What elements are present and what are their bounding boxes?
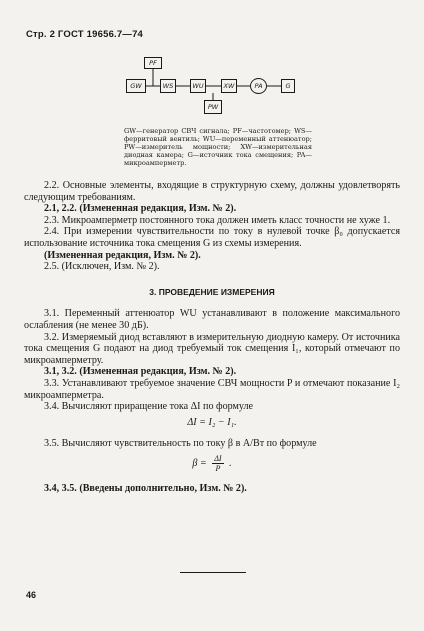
block-g: G <box>281 79 295 93</box>
paragraph-3-1: 3.1. Переменный аттенюатор WU устанавливают в положение максимального ослабления (не менее 30 дБ). <box>24 308 400 331</box>
amendment-note-3-1: 3.1, 3.2. (Измененная редакция, Изм. № 2). <box>44 366 237 378</box>
amendment-note-2-1: 2.1, 2.2. (Измененная редакция, Изм. № 2). <box>44 203 237 215</box>
page-header: Стр. 2 ГОСТ 19656.7—74 <box>26 29 144 40</box>
block-ws: WS <box>160 79 176 93</box>
block-gw: GW <box>126 79 146 93</box>
block-xw: XW <box>221 79 237 93</box>
paragraph-2-2: 2.2. Основные элементы, входящие в структурную схему, должны удовлетворять следующим требованиям. <box>24 180 400 203</box>
paragraph-3-3: 3.3. Устанавливают требуемое значение СВЧ мощности P и отмечают показание I₂ микроамперметра. <box>24 377 400 401</box>
section-title: 3. ПРОВЕДЕНИЕ ИЗМЕРЕНИЯ <box>149 286 275 297</box>
diagram-caption: GW—генератор СВЧ сигнала; PF—частотомер; WS—ферритовый вентиль; WU—переменный аттенюатор; PW—измеритель мощности; XW—измерительная диодная камера; G—источник тока смещения; PA—микроамперметр. <box>124 127 312 167</box>
paragraph-3-2: 3.2. Измеряемый диод вставляют в измерительную диодную камеру. От источника тока смещения G подают на диод требуемый ток смещения I₁, который отмечают по микроамперметру. <box>24 331 400 366</box>
formula-beta-denominator: P <box>215 463 221 473</box>
formula-beta-end: . <box>229 457 232 469</box>
block-diagram <box>120 55 310 121</box>
paragraph-3-5: 3.5. Вычисляют чувствительность по току β в А/Вт по формуле <box>44 438 317 450</box>
block-pa: PA <box>250 78 267 94</box>
block-pw: PW <box>204 100 222 114</box>
formula-beta-lhs: β = <box>192 457 207 469</box>
page-number: 46 <box>26 590 37 600</box>
formula-delta-i: ΔI = I₂ − I₁. <box>187 416 237 428</box>
document-body <box>24 180 400 494</box>
paragraph-3-4: 3.4. Вычисляют приращение тока ΔI по формуле <box>44 401 254 413</box>
paragraph-2-5: 2.5. (Исключен, Изм. № 2). <box>44 261 160 273</box>
formula-beta-numerator: ΔI <box>214 453 222 463</box>
block-pf: PF <box>144 57 162 69</box>
amendment-note-2-4: (Измененная редакция, Изм. № 2). <box>44 249 201 261</box>
amendment-note-3-4: 3.4, 3.5. (Введены дополнительно, Изм. № 2). <box>44 482 247 494</box>
paragraph-2-3: 2.3. Микроамперметр постоянного тока должен иметь класс точности не хуже 1. <box>44 214 391 226</box>
block-wu: WU <box>190 79 206 93</box>
formula-beta <box>24 454 400 473</box>
paragraph-2-4: 2.4. При измерении чувствительности по току в нулевой точке β₀ допускается использование источника тока смещения G из схемы измерения. <box>24 226 400 249</box>
divider-line <box>180 572 246 573</box>
formula-beta-fraction <box>212 454 223 473</box>
